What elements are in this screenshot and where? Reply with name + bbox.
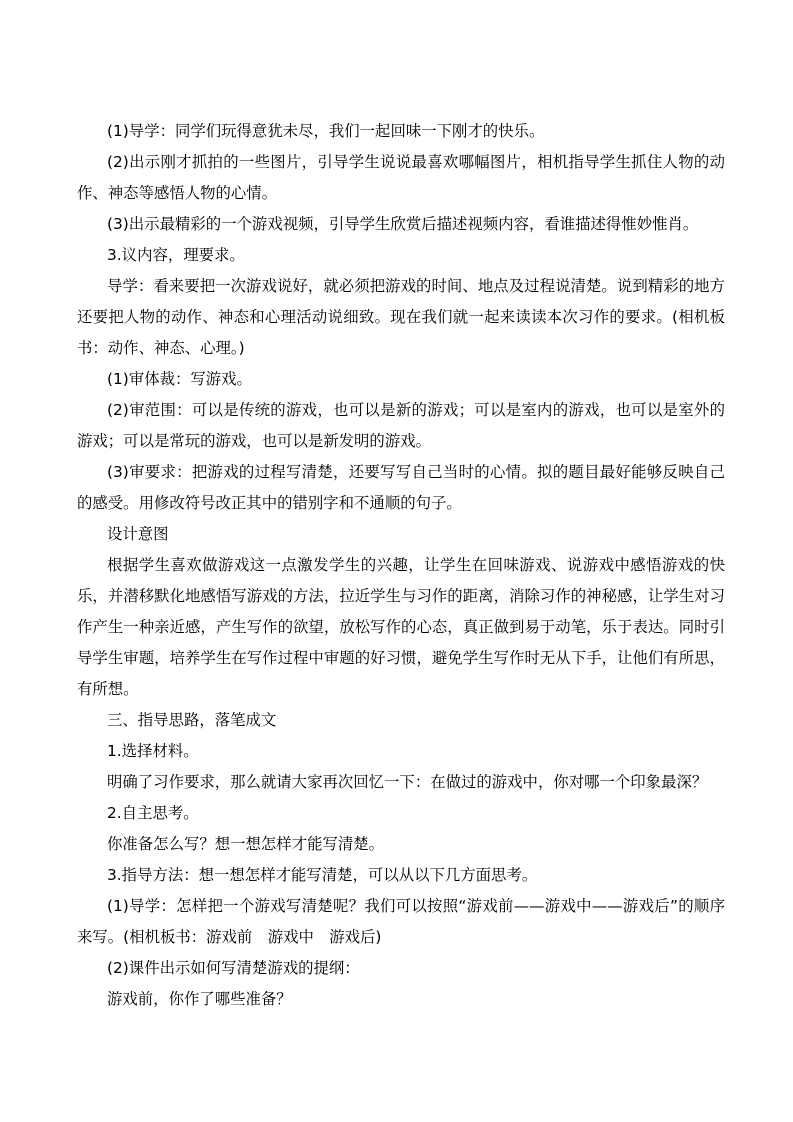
paragraph-4: 3.议内容，理要求。 xyxy=(107,246,245,264)
paragraph-6: (1)审体裁：写游戏。 xyxy=(107,370,252,388)
paragraph-1: (1)导学：同学们玩得意犹未尽，我们一起回味一下刚才的快乐。 xyxy=(107,122,545,140)
paragraph-15: 你准备怎么写？想一想怎样才能写清楚。 xyxy=(107,835,385,853)
paragraph-3: (3)出示最精彩的一个游戏视频，引导学生欣赏后描述视频内容，看谁描述得惟妙惟肖。 xyxy=(107,215,699,233)
section-heading-guidance: 三、指导思路，落笔成文 xyxy=(107,711,277,729)
paragraph-13: 明确了习作要求，那么就请大家再次回忆一下：在做过的游戏中，你对哪一个印象最深？ xyxy=(107,773,708,791)
paragraph-10: 根据学生喜欢做游戏这一点激发学生的兴趣，让学生在回味游戏、说游戏中感悟游戏的快乐，并潜移默化地感悟写游戏的方法，拉近学生与习作的距离，消除习作的神秘感，让学生对习作产生一种亲近感，产生写作的欲望，放松写作的心态，真正做到易于动笔，乐于表达。同时引导学生审题，培养学生在写作过程中审题的好习惯，避免学生写作时无从下手，让他们有所思，有所想。 xyxy=(77,556,725,698)
paragraph-5: 导学：看来要把一次游戏说好，就必须把游戏的时间、地点及过程说清楚。说到精彩的地方还要把人物的动作、神态和心理活动说细致。现在我们就一起来读读本次习作的要求。(相机板书：动作、神态、心理。) xyxy=(77,277,725,357)
paragraph-7: (2)审范围：可以是传统的游戏，也可以是新的游戏；可以是室内的游戏，也可以是室外的游戏；可以是常玩的游戏，也可以是新发明的游戏。 xyxy=(77,401,725,450)
paragraph-18: (2)课件出示如何写清楚游戏的提纲： xyxy=(107,959,360,977)
paragraph-2: (2)出示刚才抓拍的一些图片，引导学生说说最喜欢哪幅图片，相机指导学生抓住人物的动作、神态等感悟人物的心情。 xyxy=(77,153,725,202)
paragraph-12: 1.选择材料。 xyxy=(107,742,199,760)
paragraph-16: 3.指导方法：想一想怎样才能写清楚，可以从以下几方面思考。 xyxy=(107,866,538,884)
section-heading-design-intent: 设计意图 xyxy=(107,525,169,543)
paragraph-14: 2.自主思考。 xyxy=(107,804,199,822)
paragraph-8: (3)审要求：把游戏的过程写清楚，还要写写自己当时的心情。拟的题目最好能够反映自己的感受。用修改符号改正其中的错别字和不通顺的句子。 xyxy=(77,463,725,512)
paragraph-19: 游戏前，你作了哪些准备？ xyxy=(107,990,292,1008)
paragraph-17: (1)导学：怎样把一个游戏写清楚呢？我们可以按照“游戏前——游戏中——游戏后”的顺序来写。(相机板书：游戏前 游戏中 游戏后) xyxy=(77,897,725,946)
document-body xyxy=(77,116,725,1015)
